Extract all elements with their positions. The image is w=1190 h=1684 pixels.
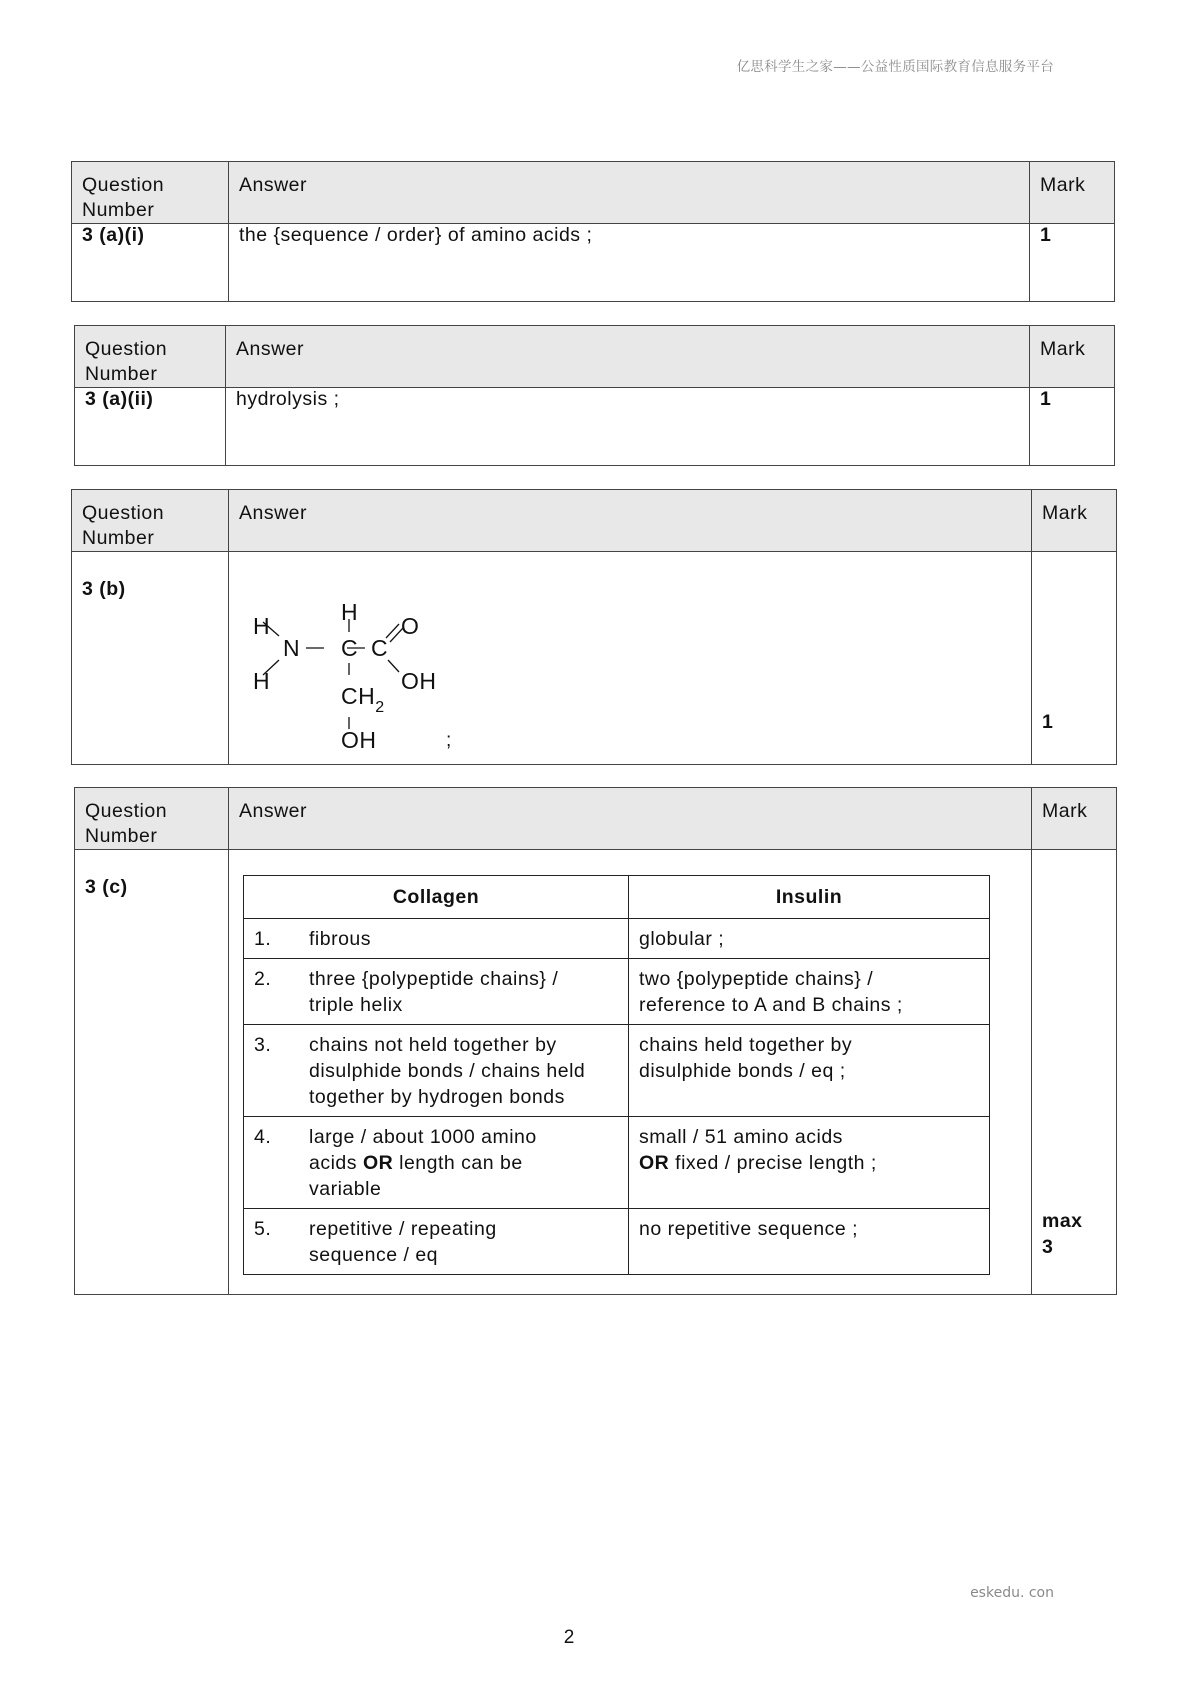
hydrogen-atom-label: H [253,668,271,694]
answer-header: Answer [229,788,1032,850]
mark-header: Mark [1032,788,1117,850]
footer-site-text: eskedu. con [970,1585,1054,1601]
carbon-atom-label: C [371,635,389,661]
answer-text: hydrolysis ; [226,388,1030,466]
insulin-cell: chains held together by disulphide bonds / eq ; [629,1025,990,1117]
hydrogen-atom-label: H [341,599,359,625]
comparison-row [244,1117,990,1209]
question-number-header: Question Number [75,326,226,388]
table-row [72,552,1117,765]
collagen-cell: 3. chains not held together by disulphide bonds / chains held together by hydrogen bonds [244,1025,629,1117]
answer-terminator: ; [446,730,452,751]
oxygen-atom-label: O [401,613,420,639]
table-row [75,388,1115,466]
question-number: 3 (b) [72,552,229,765]
insulin-cell: globular ; [629,919,990,959]
comparison-row [244,919,990,959]
table-row [72,224,1115,302]
row-number: 1. [254,928,272,950]
row-number: 3. [254,1034,272,1056]
question-number: 3 (a)(i) [72,224,229,302]
answer-header: Answer [229,162,1030,224]
comparison-row [244,959,990,1025]
header-watermark-text: 亿思科学生之家——公益性质国际教育信息服务平台 [736,59,1054,75]
insulin-cell: two {polypeptide chains} / reference to A and B chains ; [629,959,990,1025]
markscheme-table-3b [71,489,1117,765]
table-header-row [72,490,1117,552]
comparison-header-row [244,876,990,919]
markscheme-table-3c [74,787,1117,1295]
page-number: 2 [563,1627,575,1648]
collagen-cell: 4. large / about 1000 amino acids OR length can be variable [244,1117,629,1209]
table-header-row [75,326,1115,388]
table-row [75,850,1117,1295]
collagen-cell: 5. repetitive / repeating sequence / eq [244,1209,629,1275]
insulin-cell: small / 51 amino acids OR fixed / precise length ; [629,1117,990,1209]
ch2-group-label: $CH_2$ [341,683,385,716]
hydroxyl-group-label: OH [401,668,437,694]
question-number-header: Question Number [72,162,229,224]
collagen-cell: 1. fibrous [244,919,629,959]
markscheme-table-3ai [71,161,1115,302]
collagen-insulin-comparison-table [243,875,990,1275]
mark-value: 1 [1030,388,1115,466]
question-number: 3 (c) [75,850,229,1295]
question-number-header: Question Number [72,490,229,552]
answer-cell [229,850,1032,1295]
comparison-row [244,1209,990,1275]
answer-cell [229,552,1032,765]
answer-header: Answer [226,326,1030,388]
nitrogen-atom-label: N [283,635,301,661]
markscheme-table-3aii [74,325,1115,466]
mark-header: Mark [1032,490,1117,552]
hydrogen-atom-label: H [253,613,271,639]
mark-header: Mark [1030,326,1115,388]
mark-value: 1 [1030,224,1115,302]
mark-value: max 3 [1032,850,1117,1295]
carbon-atom-label: C [341,635,359,661]
answer-header: Answer [229,490,1032,552]
table-header-row [75,788,1117,850]
hydroxyl-group-label: OH [341,727,377,753]
row-number: 4. [254,1126,272,1148]
question-number: 3 (a)(ii) [75,388,226,466]
question-number-header: Question Number [75,788,229,850]
table-header-row [72,162,1115,224]
mark-value: 1 [1032,552,1117,765]
insulin-cell: no repetitive sequence ; [629,1209,990,1275]
row-number: 2. [254,968,272,990]
collagen-header: Collagen [244,876,629,919]
insulin-header: Insulin [629,876,990,919]
collagen-cell: 2. three {polypeptide chains} / triple helix [244,959,629,1025]
comparison-row [244,1025,990,1117]
serine-structure-diagram [229,552,1032,764]
mark-header: Mark [1030,162,1115,224]
row-number: 5. [254,1218,272,1240]
answer-text: the {sequence / order} of amino acids ; [229,224,1030,302]
